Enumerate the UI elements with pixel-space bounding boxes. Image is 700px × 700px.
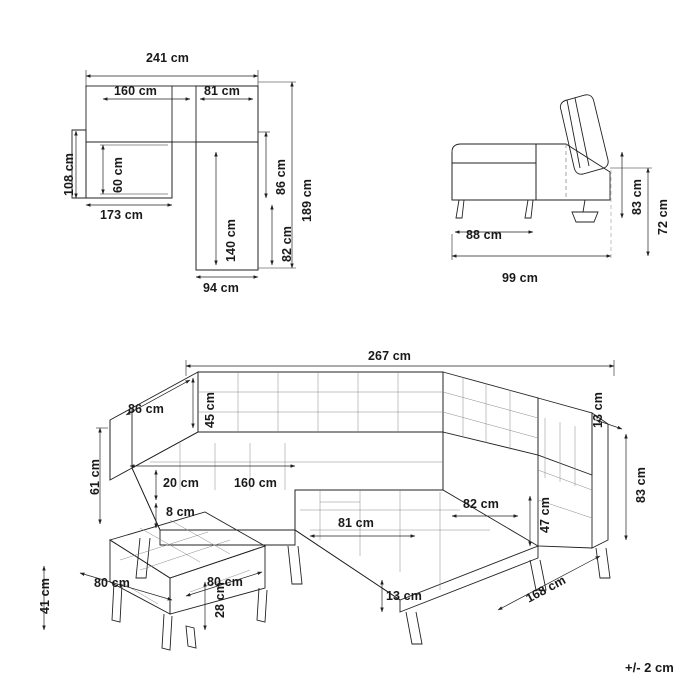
label-top-depth-left-inner: 60 cm: [111, 157, 125, 193]
label-persp-chaise-depth: 82 cm: [463, 497, 499, 511]
label-top-depth-left-outer: 108 cm: [62, 153, 76, 196]
label-persp-back-depth: 86 cm: [128, 402, 164, 416]
label-persp-back-height-seat: 45 cm: [203, 392, 217, 428]
label-top-depth-small: 86 cm: [274, 159, 288, 195]
label-persp-arm-width: 13 cm: [591, 392, 605, 428]
top-view-dimensions: [76, 70, 296, 277]
label-top-depth-total: 189 cm: [300, 179, 314, 222]
label-persp-chaise-leg-height: 13 cm: [386, 589, 422, 603]
ottoman-outline: [110, 512, 267, 650]
label-side-seat-depth: 88 cm: [466, 228, 502, 242]
label-persp-total-height: 83 cm: [634, 467, 648, 503]
label-side-total-depth: 99 cm: [502, 271, 538, 285]
label-top-depth-lower: 82 cm: [280, 226, 294, 262]
label-side-back-height: 83 cm: [630, 179, 644, 215]
label-top-depth-right-inner: 140 cm: [224, 219, 238, 262]
label-persp-arm-height: 61 cm: [88, 459, 102, 495]
label-persp-seat-width: 160 cm: [234, 476, 277, 490]
label-persp-total-width: 267 cm: [368, 349, 411, 363]
label-top-length-bottom: 173 cm: [100, 208, 143, 222]
label-ottoman-total-height: 41 cm: [38, 578, 52, 614]
label-top-width-total: 241 cm: [146, 51, 189, 65]
label-persp-chaise-seat-height: 47 cm: [538, 497, 552, 533]
label-ottoman-seat-height: 28 cm: [213, 582, 227, 618]
label-top-width-right: 81 cm: [204, 84, 240, 98]
label-top-width-left: 160 cm: [114, 84, 157, 98]
label-persp-chaise-width: 81 cm: [338, 516, 374, 530]
side-view-outline: [452, 95, 610, 222]
tolerance-note: +/- 2 cm: [625, 660, 674, 675]
label-ottoman-depth: 80 cm: [207, 575, 243, 589]
label-persp-seat-height-front: 20 cm: [163, 476, 199, 490]
label-persp-chaise-length: 168 cm: [523, 572, 569, 606]
label-top-width-bottom: 94 cm: [203, 281, 239, 295]
label-ottoman-width: 80 cm: [94, 576, 130, 590]
side-view-dimensions: [452, 152, 652, 260]
label-side-total-height: 72 cm: [656, 199, 670, 235]
label-persp-leg-height: 8 cm: [166, 505, 195, 519]
